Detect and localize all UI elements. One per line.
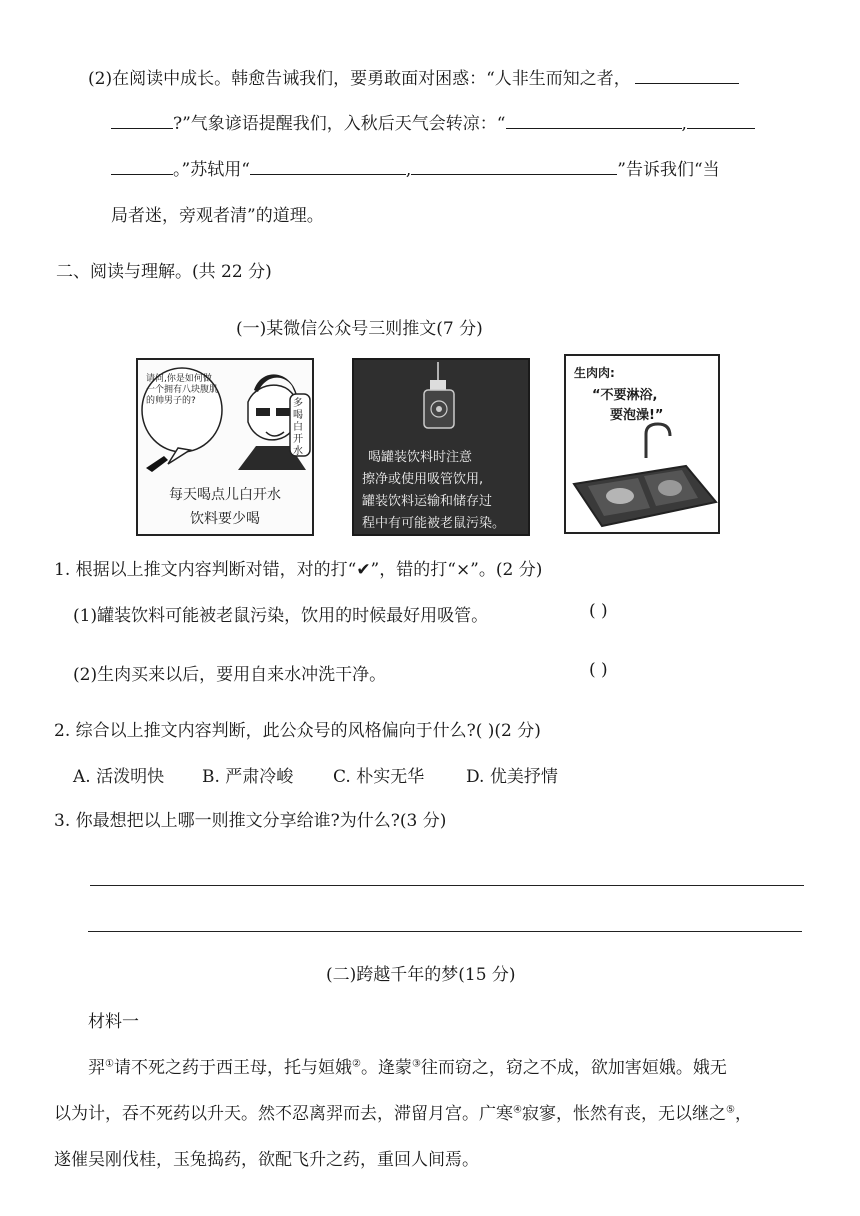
q1-stem: 1. 根据以上推文内容判断对错，对的打“✔”，错的打“×”。(2 分) [54,560,543,580]
passage-text: 以为计，吞不死药以升天。然不忍离羿而去，滞留月宫。广寒 [54,1104,513,1124]
meat-quote-line2: 要泡澡!” [610,408,664,423]
option-c[interactable]: C. 朴实无华 [333,767,425,787]
q2-weather-text: ?”气象谚语提醒我们，入秋后天气会转凉：“ [173,114,506,134]
answer-blank[interactable] [250,173,406,175]
answer-blank[interactable] [411,173,617,175]
comic-panel-meat [564,354,720,534]
passage-text: 往而窃之，窃之不成，欲加害姮娥。娥无 [420,1058,727,1078]
answer-blank[interactable] [111,173,173,175]
comic-panel-can [352,358,530,536]
panel1-caption-line2: 饮料要少喝 [190,511,260,527]
q2-tells-text: ”告诉我们“当 [617,160,720,180]
q2-stem: 2. 综合以上推文内容判断，此公众号的风格偏向于什么?( )(2 分) [54,721,541,741]
answer-blank[interactable] [506,127,682,129]
option-b[interactable]: B. 严肃冷峻 [202,767,294,787]
passage-text: 寂寥，怅然有丧，无以继之 [521,1104,726,1124]
meat-label: 生肉肉: [574,366,615,380]
q2-prefix-text: (2)在阅读中成长。韩愈告诫我们，要勇敢面对困惑：“人非生而知之者， [88,69,631,89]
answer-blank[interactable] [635,82,739,84]
footnote-marker: ⑤ [725,1104,735,1116]
passage-text: 请不死之药于西王母，托与姮娥 [113,1058,352,1078]
answer-blank[interactable] [111,127,173,129]
part2-title: (二)跨越千年的梦(15 分) [326,965,516,985]
q1-answer-box2[interactable]: ( ) [589,660,608,680]
section-heading: 二、阅读与理解。(共 22 分) [56,262,272,282]
q1-item1: (1)罐装饮料可能被老鼠污染，饮用的时候最好用吸管。 [73,606,489,626]
comic-panel-water [136,358,314,536]
bubble-question: 请问,你是如何做一个拥有八块腹肌的帅男子的? [146,374,219,406]
q2-line3 [111,155,720,180]
panel1-caption-line1: 每天喝点儿白开水 [169,487,281,503]
passage-text: ， [734,1104,752,1124]
footnote-marker: ① [105,1058,114,1070]
chalk-line3: 罐装饮料运输和储存过 [362,494,493,509]
bubble-answer: 多喝白开水 [293,398,303,457]
q2-sushi-text: 。”苏轼用“ [173,160,250,180]
q2-line2 [111,109,755,134]
passage-text: 。逄蒙 [360,1058,412,1078]
chalk-line2: 擦净或使用吸管饮用, [362,472,484,487]
part1-title: (一)某微信公众号三则推文(7 分) [236,319,483,339]
q2-line4: 局者迷，旁观者清”的道理。 [111,206,324,226]
footnote-marker: ④ [513,1104,522,1116]
q3-stem: 3. 你最想把以上哪一则推文分享给谁?为什么?(3 分) [54,811,447,831]
option-d[interactable]: D. 优美抒情 [466,767,558,787]
chalk-line4: 程中有可能被老鼠污染。 [362,516,506,531]
comma-text: , [405,160,412,180]
chalk-line1: 喝罐装饮料时注意 [368,450,473,465]
option-a[interactable]: A. 活泼明快 [73,767,165,787]
q1-item2: (2)生肉买来以后，要用自来水冲洗干净。 [73,665,387,685]
sink-illustration [566,422,718,532]
comma-text: , [681,114,687,134]
passage-text: 羿 [88,1058,105,1078]
footnote-marker: ② [351,1058,361,1070]
passage-line1 [88,1053,727,1078]
footnote-marker: ③ [411,1058,421,1070]
passage-line3: 遂催吴刚伐桂，玉兔捣药，欲配飞升之药，重回人间焉。 [54,1150,479,1170]
material-label: 材料一 [88,1012,139,1032]
answer-line[interactable] [90,885,804,886]
answer-line[interactable] [88,931,802,932]
can-icon [354,360,528,430]
q2-line1 [88,64,739,89]
meat-quote-line1: “不要淋浴, [592,388,658,403]
answer-blank[interactable] [687,127,755,129]
passage-line2 [54,1099,752,1124]
q1-answer-box1[interactable]: ( ) [589,601,608,621]
